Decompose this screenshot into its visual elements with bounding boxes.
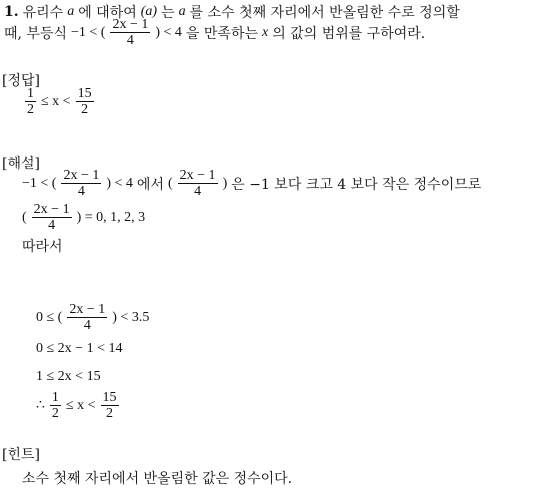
- problem-number: 1.: [4, 4, 19, 20]
- solution-s4-frac-1-num: 1: [51, 390, 59, 405]
- solution-s1-frac: [67, 302, 107, 333]
- solution-l1-close: ): [222, 175, 228, 191]
- problem-line2-mid: 을 만족하는: [185, 25, 258, 42]
- solution-l2-frac-num: 2x − 1: [33, 202, 70, 217]
- solution-s1-frac-den: 4: [83, 318, 91, 333]
- solution-l2-open: (: [22, 209, 27, 225]
- solution-l1-frac-a-num: 2x − 1: [63, 168, 100, 183]
- problem-text-3: 는: [161, 5, 175, 21]
- answer-frac-1-num: 1: [27, 86, 34, 101]
- solution-line-2: [22, 202, 145, 233]
- solution-s1-left: 0 ≤ (: [36, 309, 63, 325]
- problem-ineq-left: −1 < (: [71, 24, 106, 40]
- solution-s4-mid: ≤ x <: [65, 397, 96, 413]
- problem-line2-suffix: 의 값의 범위를 구하여라.: [272, 25, 426, 42]
- problem-text-2: 에 대하여: [78, 5, 137, 21]
- solution-l1-mid: 에서: [136, 176, 164, 193]
- solution-l1-frac-a-den: 4: [77, 184, 85, 199]
- solution-l1-frac-b-den: 4: [194, 184, 202, 199]
- problem-text-1: 유리수: [22, 5, 64, 21]
- solution-s4-frac-2-num: 15: [102, 390, 117, 405]
- solution-l1-left: −1 < (: [22, 175, 57, 191]
- problem-fraction: [110, 17, 150, 48]
- problem-var-a: a: [67, 4, 75, 19]
- answer-line: [24, 86, 95, 117]
- solution-l1-frac-a: [61, 168, 101, 199]
- solution-l2-frac-den: 4: [48, 218, 56, 233]
- solution-s4-frac-2-den: 2: [106, 406, 114, 421]
- solution-l1-open: (: [167, 175, 173, 191]
- problem-ineq-right: ) < 4: [155, 24, 182, 40]
- solution-l2-close: ) = 0, 1, 2, 3: [76, 209, 146, 225]
- hint-header: [힌트]: [2, 447, 40, 463]
- solution-step-1: [36, 302, 149, 333]
- solution-l1-frac-b: [178, 168, 218, 199]
- solution-l1-tail: 은 −1 보다 크고 4 보다 작은 정수이므로: [231, 176, 482, 193]
- solution-l2-frac: [32, 202, 72, 233]
- problem-line-2: [4, 17, 425, 48]
- therefore-symbol: ∴: [36, 398, 45, 413]
- hint-text: 소수 첫째 자리에서 반올림한 값은 정수이다.: [22, 471, 293, 487]
- solution-s1-right: ) < 3.5: [112, 309, 150, 325]
- answer-frac-2-num: 15: [77, 86, 92, 101]
- problem-frac-num: 2x − 1: [112, 17, 149, 32]
- problem-var-x: x: [262, 24, 269, 40]
- solution-step-2: 0 ≤ 2x − 1 < 14: [36, 341, 123, 356]
- problem-frac-den: 4: [126, 33, 134, 48]
- answer-header: [정답]: [2, 73, 40, 89]
- solution-s4-frac-1-den: 2: [51, 406, 59, 421]
- solution-s1-frac-num: 2x − 1: [69, 302, 106, 317]
- answer-frac-2-den: 2: [81, 102, 89, 117]
- answer-frac-2: [76, 86, 94, 117]
- problem-line2-prefix: 때, 부등식: [4, 25, 67, 42]
- solution-step-3: 1 ≤ 2x < 15: [36, 369, 101, 384]
- solution-line-1: [22, 168, 481, 199]
- solution-l1-frac-b-num: 2x − 1: [179, 168, 216, 183]
- problem-notation: (a): [140, 4, 158, 19]
- solution-line-3: 따라서: [22, 239, 63, 255]
- answer-frac-1: [25, 86, 36, 117]
- solution-header: [해설]: [2, 156, 40, 172]
- solution-s4-frac-1: [50, 390, 61, 421]
- problem-var-a-2: a: [178, 4, 186, 19]
- solution-s4-frac-2: [101, 390, 119, 421]
- problem-text-4: 를 소수 첫째 자리에서 반올림한 수로 정의할: [189, 5, 460, 21]
- solution-l1-right: ) < 4: [106, 175, 133, 191]
- solution-step-4: [36, 390, 120, 421]
- answer-frac-1-den: 2: [27, 102, 34, 117]
- answer-middle: ≤ x <: [41, 93, 71, 109]
